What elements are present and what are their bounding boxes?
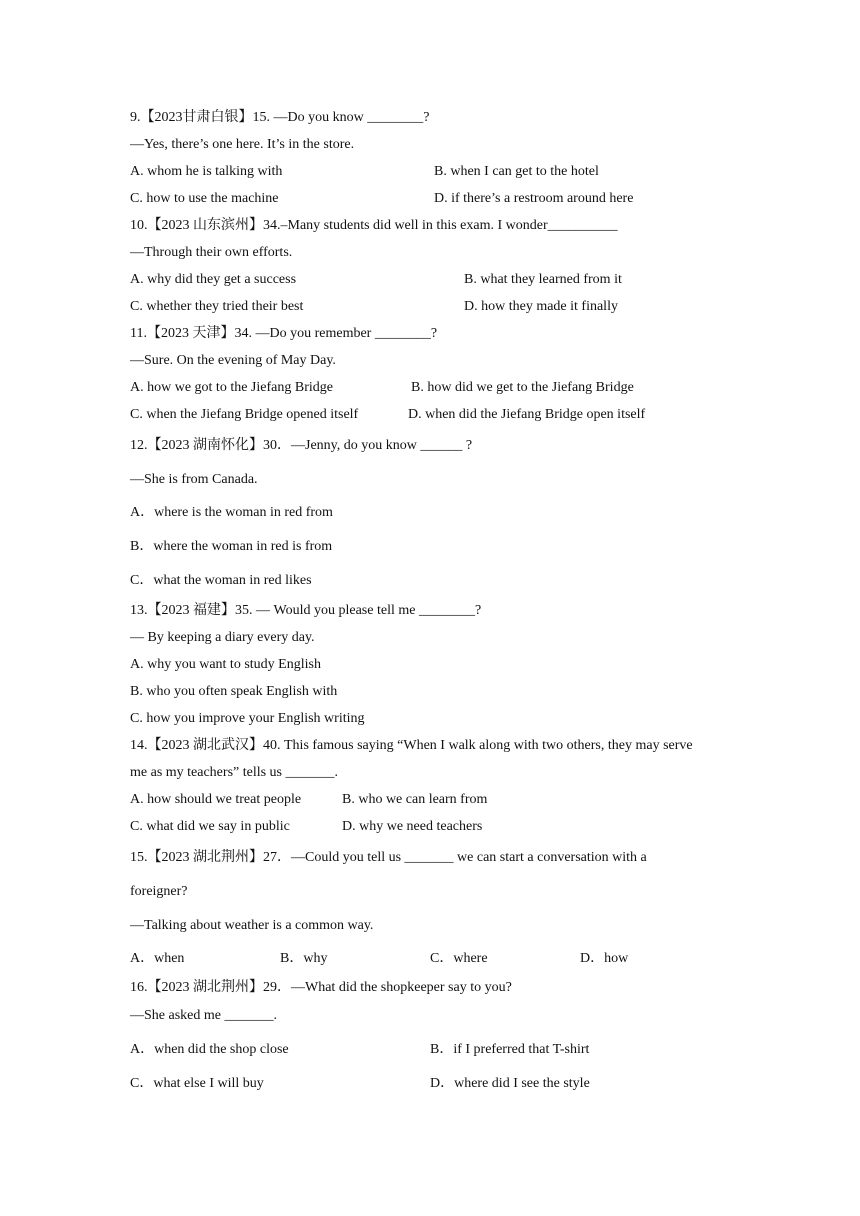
question-reply: —Through their own efforts. — [130, 245, 293, 260]
question-stem: 11.【2023 天津】34. —Do you remember ________? — [130, 326, 438, 341]
option-b: B．why — [280, 951, 328, 966]
option-a: A. how should we treat people — [130, 792, 302, 807]
option-a: A. how we got to the Jiefang Bridge — [130, 380, 333, 395]
option-a: A．when — [130, 951, 185, 966]
question-stem: 9.【2023甘肃白银】15. —Do you know ________? — [130, 110, 430, 125]
question-reply: —Talking about weather is a common way. — [130, 918, 374, 933]
option-d: D．how — [580, 951, 629, 966]
option-c: C．what the woman in red likes — [130, 573, 312, 588]
question-reply: —She asked me _______. — [130, 1008, 277, 1023]
option-a: A. why did they get a success — [130, 272, 297, 287]
question-reply: — By keeping a diary every day. — [130, 630, 315, 645]
question-reply: —Yes, there’s one here. It’s in the store. — [130, 137, 355, 152]
option-c: C. what did we say in public — [130, 819, 290, 834]
option-d: D. how they made it finally — [464, 299, 618, 314]
question-stem-line-1: 14.【2023 湖北武汉】40. This famous saying “When I walk along with two others, they may serve — [130, 738, 693, 753]
option-b: B. what they learned from it — [464, 272, 622, 287]
question-reply: —Sure. On the evening of May Day. — [130, 353, 336, 368]
option-b: B. who we can learn from — [342, 792, 488, 807]
option-b: B．where the woman in red is from — [130, 539, 333, 554]
option-c: C. when the Jiefang Bridge opened itself — [130, 407, 359, 422]
option-c: C. how you improve your English writing — [130, 711, 365, 726]
option-b: B．if I preferred that T-shirt — [430, 1042, 590, 1057]
option-c: C. whether they tried their best — [130, 299, 304, 314]
question-stem: 12.【2023 湖南怀化】30．—Jenny, do you know ______ ? — [130, 438, 473, 453]
option-a: A．where is the woman in red from — [130, 505, 333, 520]
option-a: A．when did the shop close — [130, 1042, 289, 1057]
option-b: B. when I can get to the hotel — [434, 164, 599, 179]
option-a: A. why you want to study English — [130, 657, 321, 672]
question-stem-line-2: foreigner? — [130, 884, 188, 899]
option-d: D．where did I see the style — [430, 1076, 590, 1091]
option-c: C．where — [430, 951, 488, 966]
option-b: B. who you often speak English with — [130, 684, 338, 699]
question-stem: 16.【2023 湖北荆州】29．—What did the shopkeeper say to you? — [130, 980, 512, 995]
option-d: D. why we need teachers — [342, 819, 483, 834]
option-c: C．what else I will buy — [130, 1076, 264, 1091]
question-stem: 10.【2023 山东滨州】34.–Many students did well in this exam. I wonder__________ — [130, 218, 618, 233]
option-c: C. how to use the machine — [130, 191, 279, 206]
option-a: A. whom he is talking with — [130, 164, 283, 179]
option-b: B. how did we get to the Jiefang Bridge — [411, 380, 634, 395]
option-d: D. when did the Jiefang Bridge open itself — [408, 407, 646, 422]
question-stem: 13.【2023 福建】35. — Would you please tell me ________? — [130, 603, 482, 618]
question-stem-line-1: 15.【2023 湖北荆州】27．—Could you tell us _______ we can start a conversation with a — [130, 850, 647, 865]
option-d: D. if there’s a restroom around here — [434, 191, 634, 206]
question-stem-line-2: me as my teachers” tells us _______. — [130, 765, 339, 780]
question-reply: —She is from Canada. — [130, 472, 258, 487]
